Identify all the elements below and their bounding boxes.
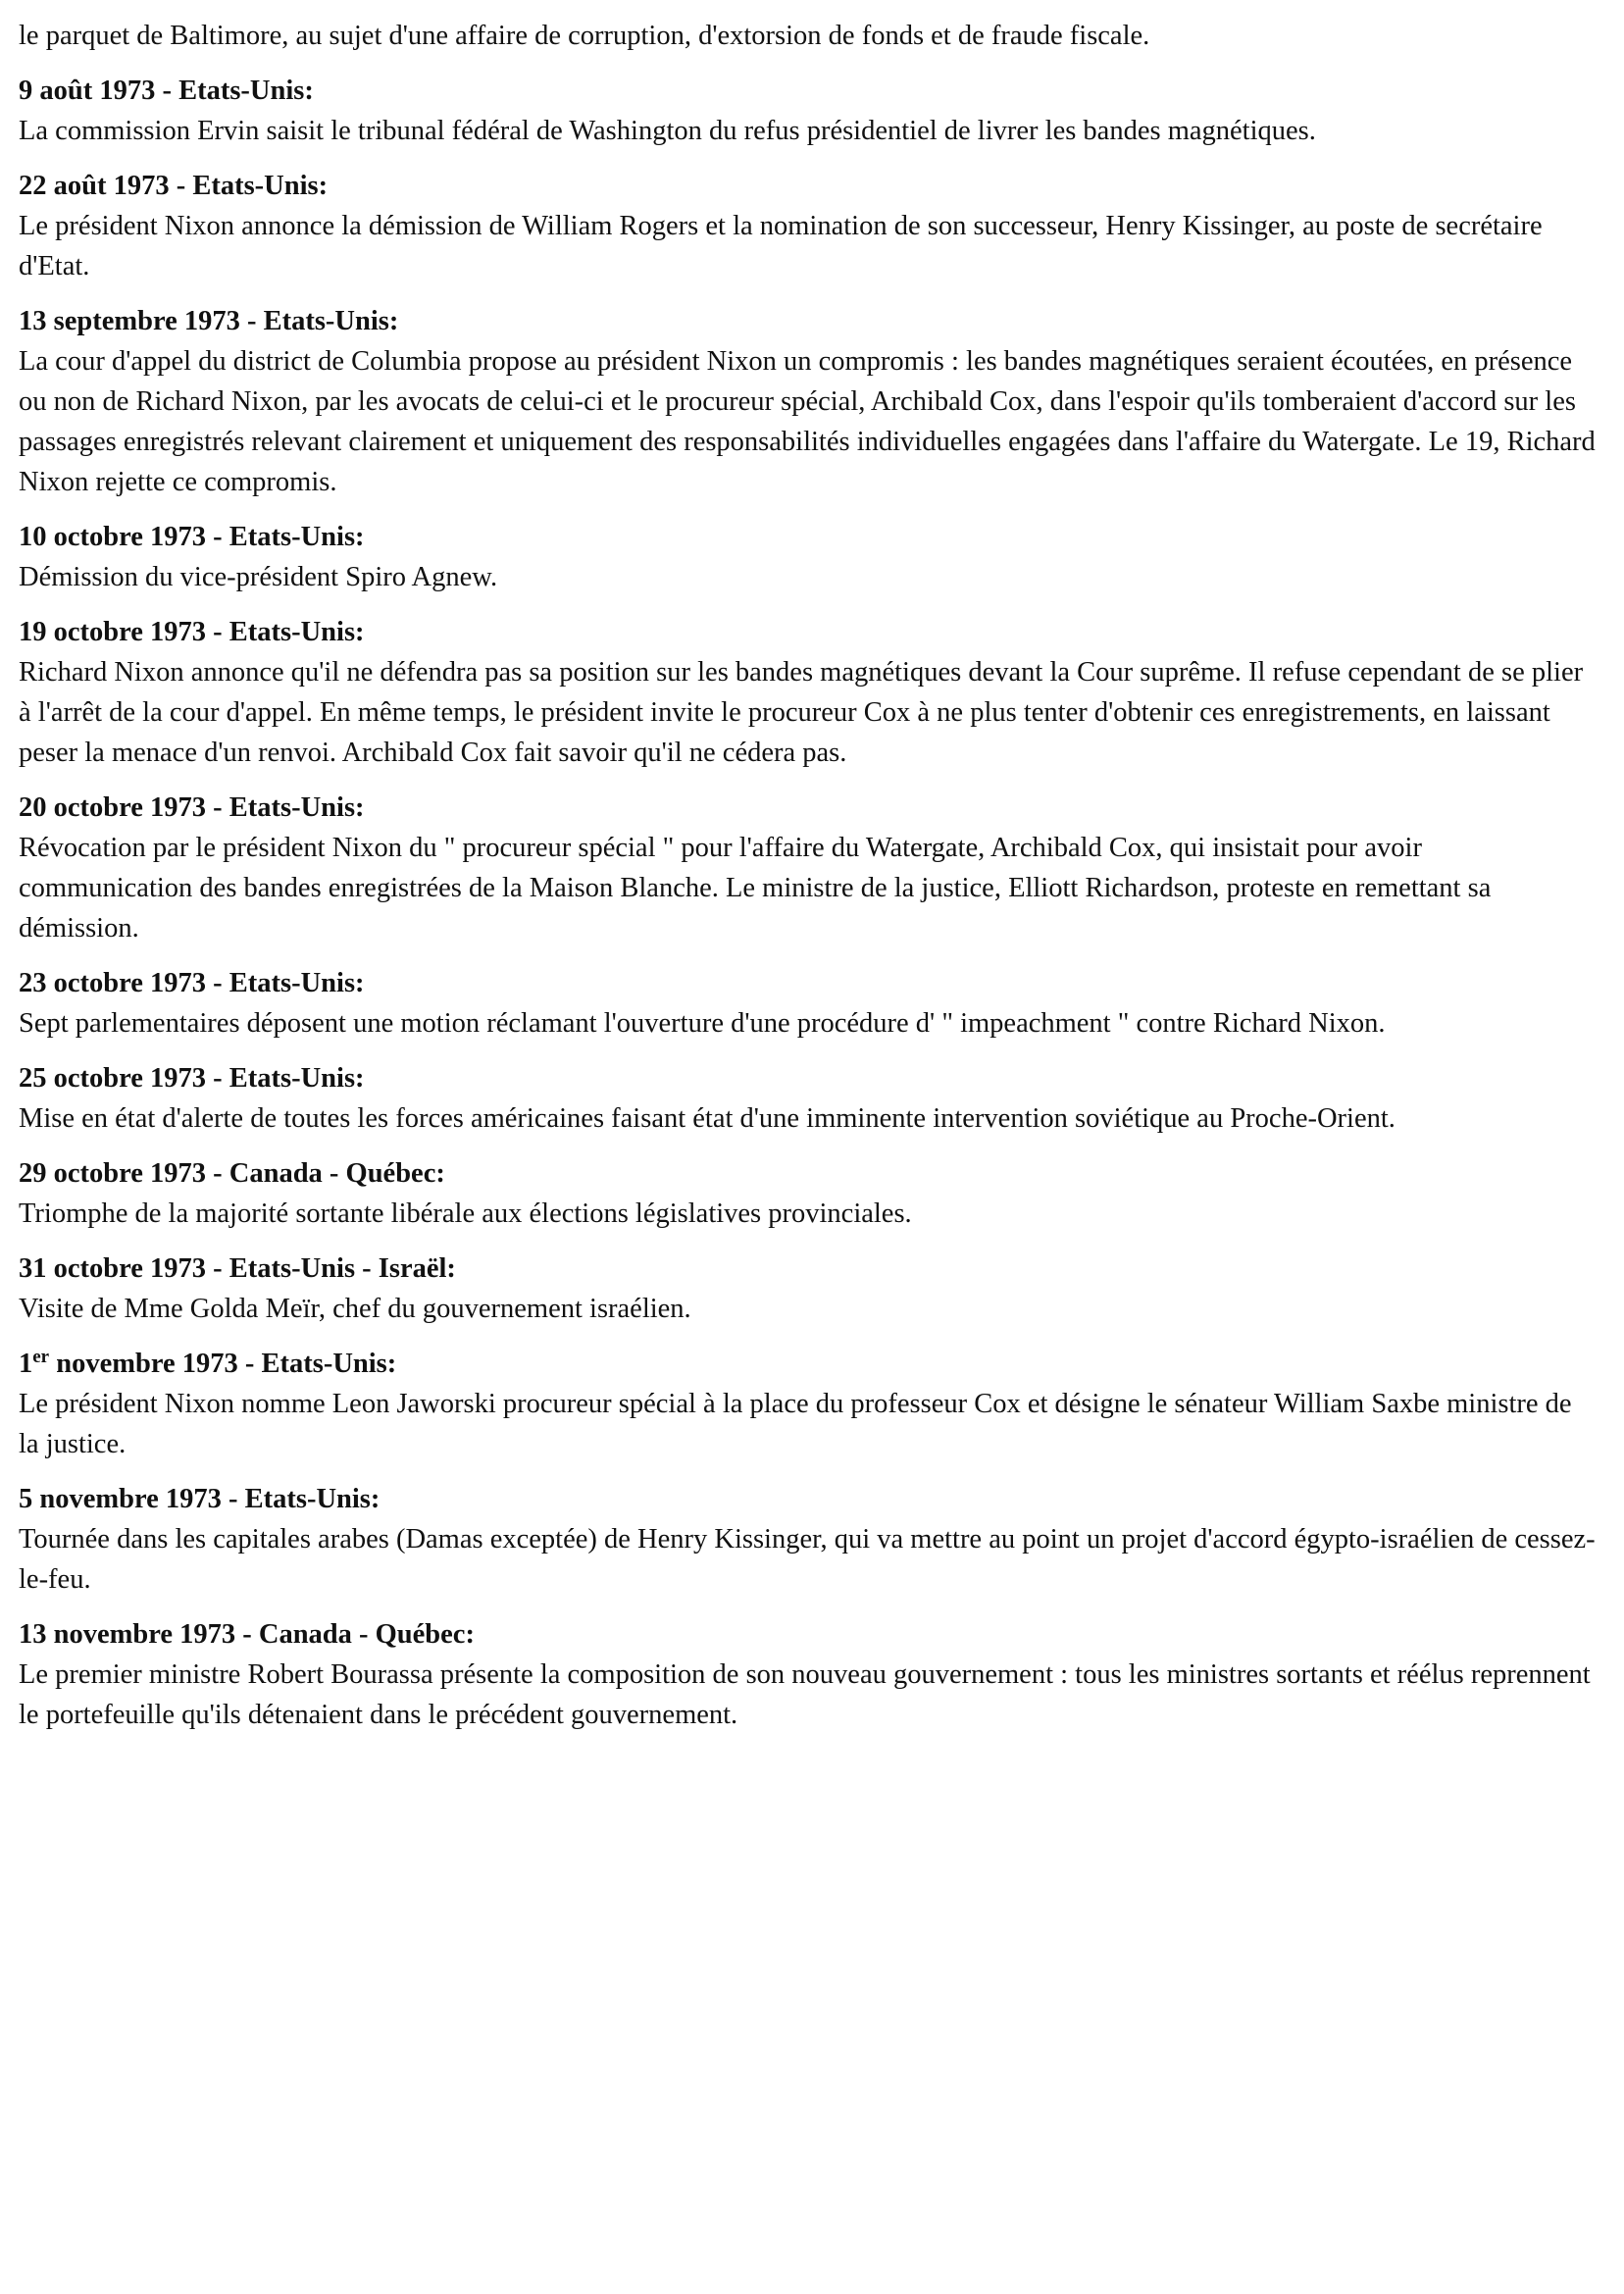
entry-heading: 25 octobre 1973 - Etats-Unis:: [19, 1063, 365, 1094]
entry-body: Démission du vice-président Spiro Agnew.: [19, 562, 498, 592]
chronology-entry: [19, 1058, 1598, 1139]
chronology-entry: [19, 166, 1598, 286]
entry-body: Mise en état d'alerte de toutes les forces américaines faisant état d'une imminente intervention soviétique au Proche-Orient.: [19, 1103, 1396, 1134]
chronology-entry: [19, 788, 1598, 948]
chronology-entry: [19, 1614, 1598, 1735]
entry-body: Richard Nixon annonce qu'il ne défendra pas sa position sur les bandes magnétiques devant la Cour suprême. Il refuse cependant de se plier à l'arrêt de la cour d'appel. En même temps, le président invite le procureur Cox à ne plus tenter d'obtenir ces enregistrements, en laissant peser la menace d'un renvoi. Archibald Cox fait savoir qu'il ne cédera pas.: [19, 657, 1584, 768]
continued-text: le parquet de Baltimore, au sujet d'une affaire de corruption, d'extorsion de fonds et de fraude fiscale.: [19, 21, 1150, 51]
chronology-entry: [19, 1153, 1598, 1234]
entry-heading: 13 novembre 1973 - Canada - Québec:: [19, 1619, 475, 1650]
entry-body: Le premier ministre Robert Bourassa présente la composition de son nouveau gouvernement : tous les ministres sortants et réélus reprennent le portefeuille qu'ils détenaient dans le précédent gouvernement.: [19, 1659, 1591, 1730]
entry-heading: 22 août 1973 - Etats-Unis:: [19, 171, 329, 201]
chronology-entry: [19, 1344, 1598, 1464]
entry-body: Visite de Mme Golda Meïr, chef du gouvernement israélien.: [19, 1294, 691, 1324]
entry-heading: [19, 1344, 1598, 1384]
chronology-entry: [19, 963, 1598, 1044]
chronology-entry: [19, 71, 1598, 151]
entry-heading: 23 octobre 1973 - Etats-Unis:: [19, 968, 365, 998]
entry-heading: 29 octobre 1973 - Canada - Québec:: [19, 1158, 445, 1189]
chronology-entry: [19, 301, 1598, 502]
entry-heading: 31 octobre 1973 - Etats-Unis - Israël:: [19, 1253, 456, 1284]
ordinal-superscript: er: [32, 1347, 50, 1367]
document-page: [19, 16, 1598, 1750]
entry-body: Révocation par le président Nixon du " procureur spécial " pour l'affaire du Watergate, Archibald Cox, qui insistait pour avoir communication des bandes enregistrées de la Maison Blanche. Le ministre de la justice, Elliott Richardson, proteste en remettant sa démission.: [19, 833, 1492, 943]
entry-body: Tournée dans les capitales arabes (Damas exceptée) de Henry Kissinger, qui va mettre au point un projet d'accord égypto-israélien de cessez-le-feu.: [19, 1524, 1596, 1595]
entry-body: Sept parlementaires déposent une motion réclamant l'ouverture d'une procédure d' " impeachment " contre Richard Nixon.: [19, 1008, 1386, 1039]
chronology-entry: [19, 1249, 1598, 1329]
entry-heading: 5 novembre 1973 - Etats-Unis:: [19, 1484, 381, 1514]
entry-body: Triomphe de la majorité sortante libérale aux élections législatives provinciales.: [19, 1198, 912, 1229]
entry-heading: 10 octobre 1973 - Etats-Unis:: [19, 522, 365, 552]
entry-body: Le président Nixon nomme Leon Jaworski procureur spécial à la place du professeur Cox et désigne le sénateur William Saxbe ministre de la justice.: [19, 1389, 1572, 1459]
entry-body: La commission Ervin saisit le tribunal fédéral de Washington du refus présidentiel de livrer les bandes magnétiques.: [19, 116, 1316, 146]
chronology-entry: [19, 517, 1598, 597]
entry-body: Le président Nixon annonce la démission de William Rogers et la nomination de son successeur, Henry Kissinger, au poste de secrétaire d'Etat.: [19, 211, 1543, 281]
entry-heading: 9 août 1973 - Etats-Unis:: [19, 76, 314, 106]
entry-heading-rest: novembre 1973 - Etats-Unis:: [49, 1349, 397, 1379]
entry-heading-day: 1: [19, 1349, 33, 1379]
chronology-entry: [19, 612, 1598, 773]
chronology-entry: [19, 1479, 1598, 1600]
entry-heading: 19 octobre 1973 - Etats-Unis:: [19, 617, 365, 647]
entry-heading: 13 septembre 1973 - Etats-Unis:: [19, 306, 399, 336]
entry-body: La cour d'appel du district de Columbia propose au président Nixon un compromis : les bandes magnétiques seraient écoutées, en présence ou non de Richard Nixon, par les avocats de celui-ci et le procureur spécial, Archibald Cox, dans l'espoir qu'ils tomberaient d'accord sur les passages enregistrés relevant clairement et uniquement des responsabilités individuelles engagées dans l'affaire du Watergate. Le 19, Richard Nixon rejette ce compromis.: [19, 346, 1596, 497]
entry-heading: 20 octobre 1973 - Etats-Unis:: [19, 792, 365, 823]
